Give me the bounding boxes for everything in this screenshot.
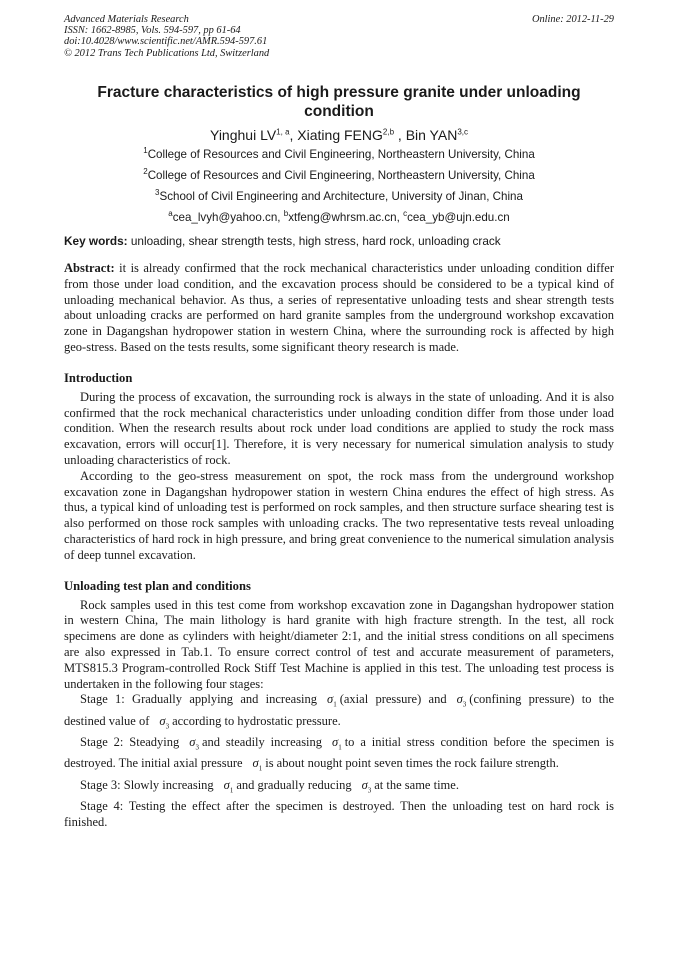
- stage-text: (axial pressure) and: [339, 692, 447, 707]
- affiliation-marker: 1: [143, 146, 148, 156]
- affiliation-text: College of Resources and Civil Engineering, Northeastern University, China: [147, 169, 535, 182]
- email-list: [64, 207, 614, 229]
- email-marker: b: [283, 209, 289, 219]
- doi-line: doi:10.4028/www.scientific.net/AMR.594-597.61: [64, 36, 268, 48]
- stage-text: Stage 3: Slowly increasing: [80, 777, 214, 792]
- author-separator: ,: [289, 127, 298, 143]
- abstract: [64, 261, 614, 356]
- stage-text: according to hydrostatic pressure.: [172, 713, 341, 728]
- stage-text: is about nought point seven times the rock failure strength.: [265, 756, 559, 771]
- affiliation: [64, 186, 614, 207]
- copyright-line: © 2012 Trans Tech Publications Ltd, Switzerland: [64, 47, 270, 59]
- sigma-glyph: σ: [159, 713, 166, 728]
- author-separator: ,: [394, 127, 406, 143]
- keywords: [64, 233, 614, 249]
- paper-title: Fracture characteristics of high pressure granite under unloading condition: [97, 84, 581, 120]
- stage-2-paragraph: [64, 735, 614, 778]
- section-heading-introduction: Introduction: [64, 370, 133, 385]
- author-name: Yinghui LV: [210, 127, 277, 143]
- paragraph: According to the geo-stress measurement on spot, the rock mass from the underground workshop excavation zone in Dagangshan hydropower station in western China endures the effect of high stress. As thus, a typical kind of unloading test is performed on rock samples, and then structure surface shearing test is also performed on those rock samples with unloading cracks. The two representative tests reveal unloading characteristics of hard rock in high pressure, and bring great convenience to the numerical simulation analysis of deep tunnel excavation.: [64, 468, 614, 562]
- affiliation: [64, 165, 614, 186]
- author-superscript: 1, a: [276, 127, 290, 137]
- author-name: Xiating FENG: [297, 127, 383, 143]
- stage-1-paragraph: [64, 692, 614, 735]
- sigma-1-symbol: $\sigma_1$: [332, 734, 342, 752]
- journal-name: Advanced Materials Research: [64, 14, 189, 25]
- email-address[interactable]: cea_yb@ujn.edu.cn: [407, 211, 510, 224]
- sigma-glyph: σ: [456, 692, 463, 707]
- sigma-3-symbol: $\sigma_3$: [361, 777, 372, 795]
- sigma-glyph: σ: [252, 756, 259, 771]
- sigma-1-symbol: $\sigma_1$: [327, 692, 337, 709]
- affiliation: [64, 144, 614, 165]
- online-date: Online: 2012-11-29: [531, 14, 614, 25]
- stage-text: Stage 2: Steadying: [80, 734, 180, 749]
- sigma-glyph: σ: [361, 777, 368, 792]
- stage-4-paragraph: Stage 4: Testing the effect after the specimen is destroyed. Then the unloading test on hard rock is finished.: [64, 798, 614, 829]
- email-address[interactable]: xtfeng@whrsm.ac.cn,: [288, 211, 404, 224]
- sigma-1-symbol: $\sigma_1$: [223, 777, 234, 795]
- paragraph: During the process of excavation, the surrounding rock is always in the state of unloading. And it is also confirmed that the rock mechanical characteristics under unloading condition differ from those under load condition. When the research results about rock under load conditions are applied to study the rock mass excavation, errors will occur[1]. Therefore, it is very necessary for numerical simulation analysis to study unloading characteristics of rock.: [64, 389, 614, 467]
- keywords-label: Key words:: [64, 234, 128, 248]
- affiliation-marker: 2: [143, 167, 148, 177]
- sigma-glyph: σ: [327, 692, 334, 707]
- journal-header: [64, 14, 614, 62]
- author-name: Bin YAN: [405, 127, 458, 143]
- keywords-text: unloading, shear strength tests, high stress, hard rock, unloading crack: [127, 234, 501, 248]
- abstract-label: Abstract:: [64, 261, 115, 275]
- issn-line: ISSN: 1662-8985, Vols. 594-597, pp 61-64: [64, 25, 241, 37]
- stage-text: (confining pressure) to the destined value of: [64, 692, 614, 728]
- sigma-3-symbol: $\sigma_3$: [159, 713, 170, 731]
- paragraph: Rock samples used in this test come from workshop excavation zone in Dagangshan hydropower station in western China, The main lithology is hard granite with high fracture strength. In the test, all rock specimens are done as cylinders with height/diameter 2:1, and the initial stress conditions on all specimens are also expressed in Tab.1. To ensure correct control of test and accurate measurement of parameters, MTS815.3 Program-controlled Rock Stiff Test Machine is applied in this test. The unloading test process is undertaken in the following four stages:: [64, 597, 614, 691]
- sigma-glyph: σ: [189, 734, 196, 749]
- section-heading-test-plan: Unloading test plan and conditions: [64, 578, 251, 593]
- sigma-glyph: σ: [223, 777, 230, 792]
- affiliation-marker: 3: [155, 188, 160, 198]
- sigma-1-symbol: $\sigma_1$: [252, 756, 263, 773]
- stage-text: and steadily increasing: [201, 734, 323, 749]
- sigma-glyph: σ: [332, 734, 339, 749]
- author-superscript: 2,b: [382, 127, 395, 137]
- sigma-3-symbol: $\sigma_3$: [189, 734, 199, 752]
- stage-text: Stage 1: Gradually applying and increasing: [80, 692, 318, 707]
- email-marker: c: [403, 209, 408, 219]
- sigma-3-symbol: $\sigma_3$: [456, 692, 467, 709]
- email-marker: a: [168, 209, 173, 219]
- affiliation-text: School of Civil Engineering and Architecture, University of Jinan, China: [159, 190, 523, 203]
- stage-3-paragraph: [64, 778, 614, 799]
- author-list: [64, 126, 614, 144]
- stage-text: to a initial stress condition before the specimen is destroyed. The initial axial pressure: [64, 734, 614, 771]
- abstract-text: it is already confirmed that the rock mechanical characteristics under unloading condition differ from those under load condition, and the excavation process should be considered to be a typical kind of unloading mechanical behavior. As thus, a series of representative unloading tests and shear strength tests about unloading cracks are performed on hard granite samples from the underground workshop excavation zone in Dagangshan hydropower station in western China, where the surrounding rock is affected by high geo-stress. Based on the tests results, some significant theory research is made.: [64, 261, 614, 354]
- affiliation-text: College of Resources and Civil Engineering, Northeastern University, China: [147, 148, 535, 161]
- author-superscript: 3,c: [457, 127, 468, 137]
- email-address[interactable]: cea_lvyh@yahoo.cn,: [172, 211, 284, 224]
- stage-text: and gradually reducing: [236, 777, 352, 792]
- stage-text: at the same time.: [374, 777, 459, 792]
